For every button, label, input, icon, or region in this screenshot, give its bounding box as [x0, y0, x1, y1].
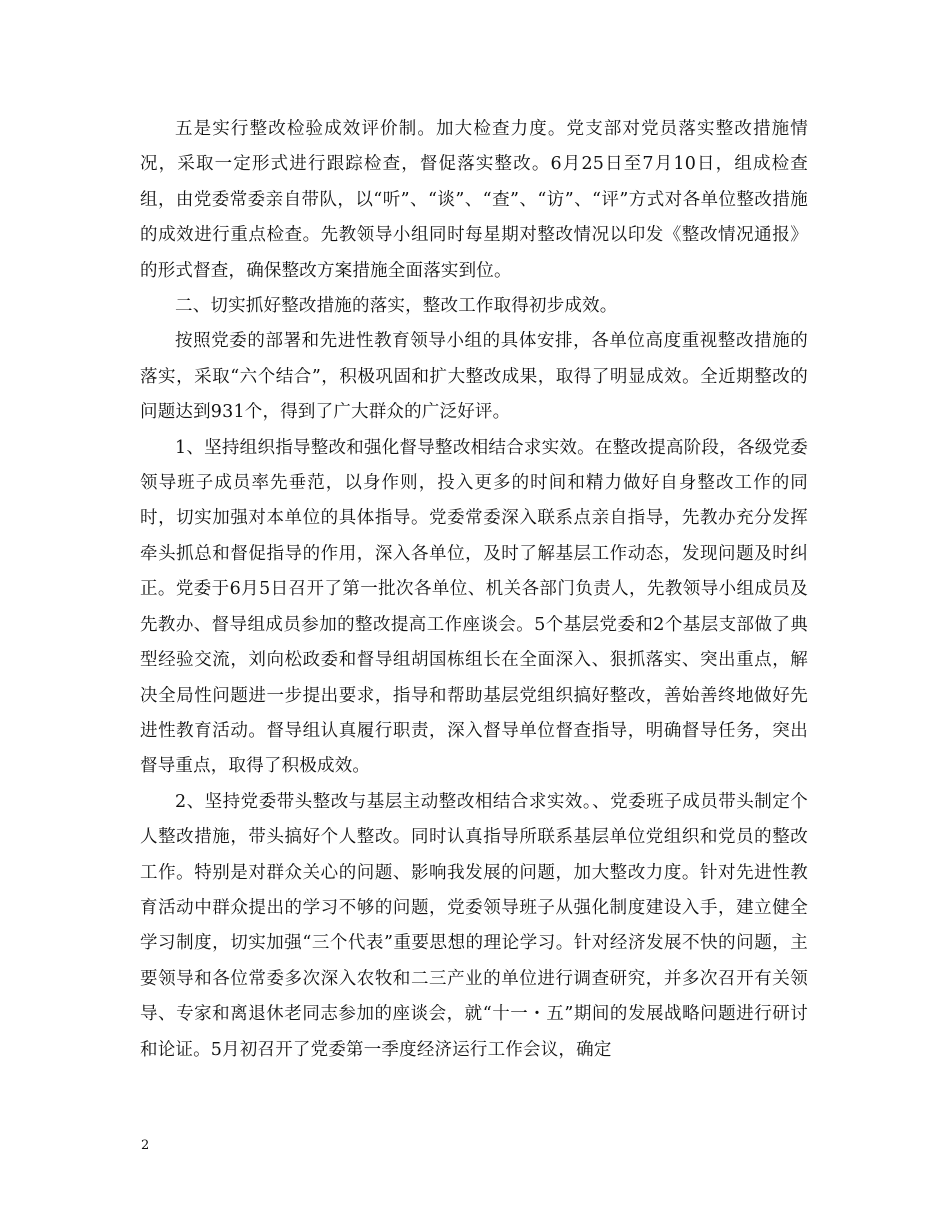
paragraph-inspection-evaluation: 五是实行整改检验成效评价制。加大检查力度。党支部对党员落实整改措施情况，采取一定形式进行跟踪检查，督促落实整改。6月25日至7月10日，组成检查组，由党委常委亲自带队，以“听”、“谈”、“查”、“访”、“评”方式对各单位整改措施的成效进行重点检查。先教领导小组同时每星期对整改情况以印发《整改情况通报》的形式督查，确保整改方案措施全面落实到位。 — [140, 119, 808, 281]
paragraph-overall-results: 按照党委的部署和先进性教育领导小组的具体安排，各单位高度重视整改措施的落实，采取“六个结合”，积极巩固和扩大整改成果，取得了明显成效。全近期整改的问题达到931个，得到了广大群众的广泛好评。 — [140, 331, 808, 423]
document-body — [140, 112, 808, 1068]
paragraph-guidance-supervision: 1、坚持组织指导整改和强化督导整改相结合求实效。在整改提高阶段，各级党委领导班子成员率先垂范，以身作则，投入更多的时间和精力做好自身整改工作的同时，切实加强对本单位的具体指导。党委常委深入联系点亲自指导，先教办充分发挥牵头抓总和督促指导的作用，深入各单位，及时了解基层工作动态，发现问题及时纠正。党委于6月5日召开了第一批次各单位、机关各部门负责人，先教领导小组成员及先教办、督导组成员参加的整改提高工作座谈会。5个基层党委和2个基层支部做了典型经验交流，刘向松政委和督导组胡国栋组长在全面深入、狠抓落实、突出重点，解决全局性问题进一步提出要求，指导和帮助基层党组织搞好整改，善始善终地做好先进性教育活动。督导组认真履行职责，深入督导单位督查指导，明确督导任务，突出督导重点，取得了积极成效。 — [140, 437, 808, 777]
paragraph-party-committee-lead: 2、坚持党委带头整改与基层主动整改相结合求实效。、党委班子成员带头制定个人整改措施，带头搞好个人整改。同时认真指导所联系基层单位党组织和党员的整改工作。特别是对群众关心的问题、影响我发展的问题，加大整改力度。针对先进性教育活动中群众提出的学习不够的问题，党委领导班子从强化制度建设入手，建立健全学习制度，切实加强“三个代表”重要思想的理论学习。针对经济发展不快的问题，主要领导和各位常委多次深入农牧和二三产业的单位进行调查研究，并多次召开有关领导、专家和离退休老同志参加的座谈会，就“十一・五”期间的发展战略问题进行研讨和论证。5月初召开了党委第一季度经济运行工作会议，确定 — [140, 791, 808, 1060]
section-heading-implementation: 二、切实抓好整改措施的落实，整改工作取得初步成效。 — [175, 296, 618, 317]
page-number: 2 — [141, 1138, 150, 1153]
